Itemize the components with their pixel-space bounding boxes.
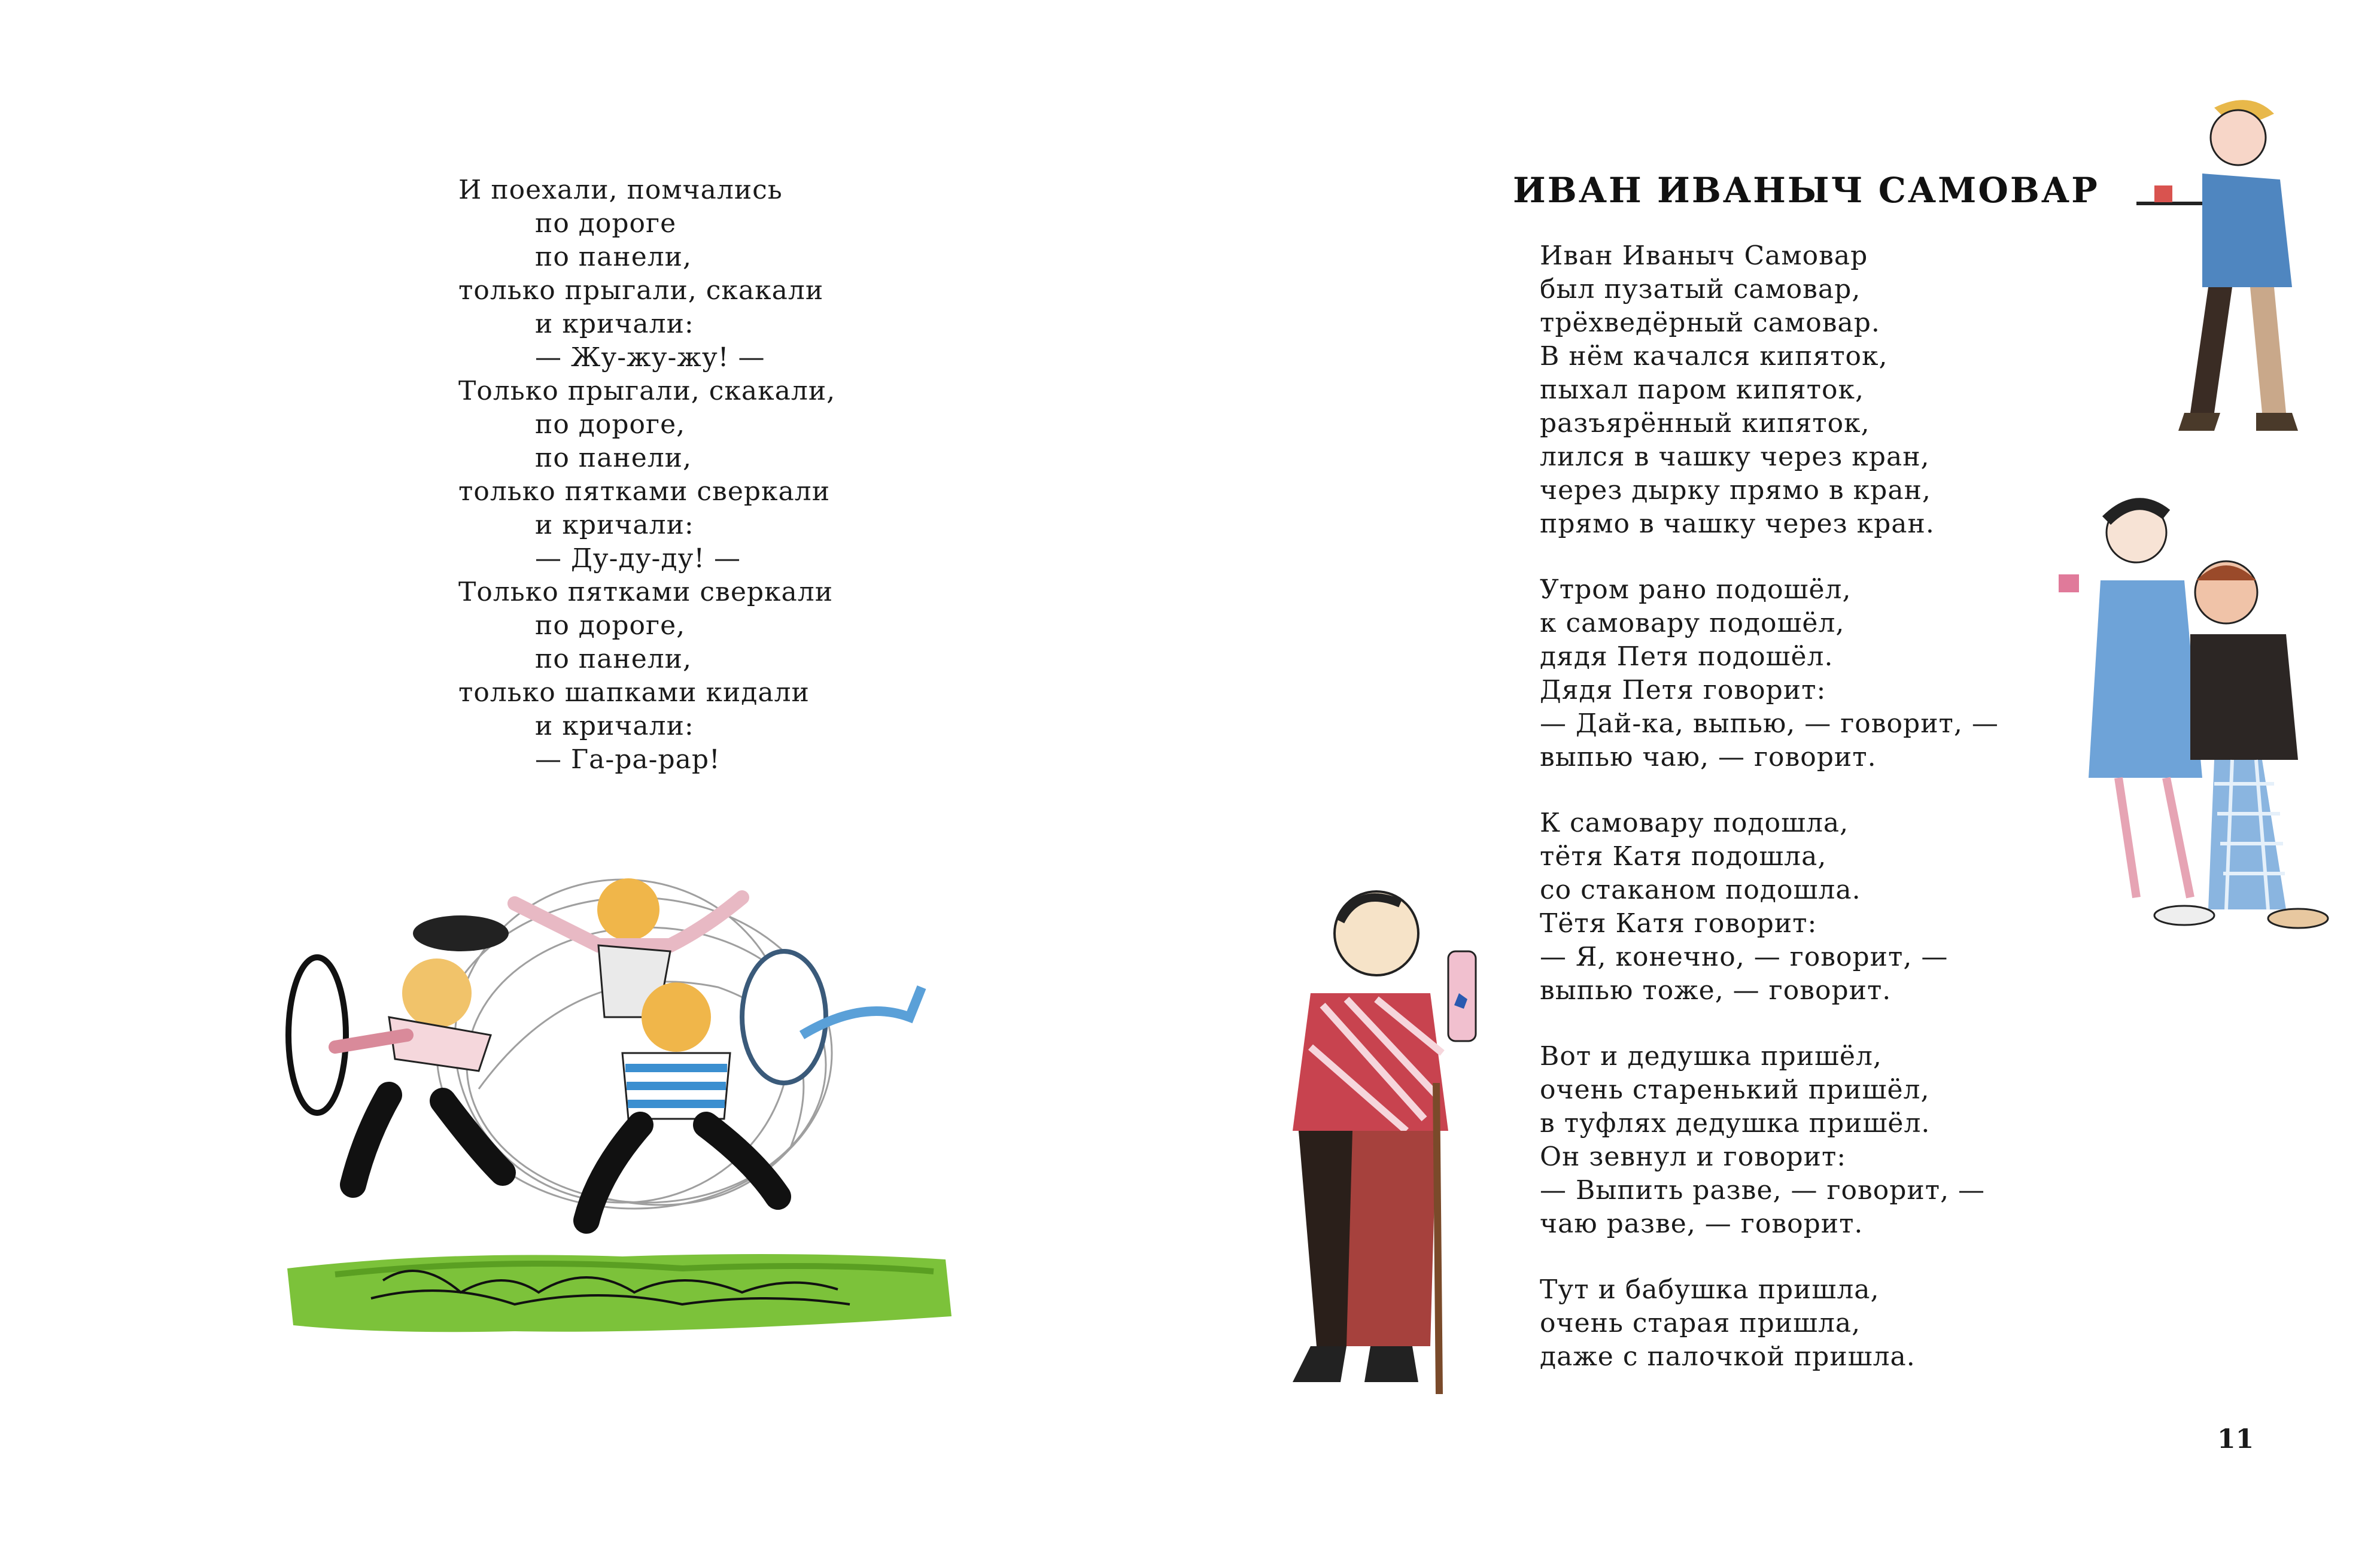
left-poem-line: по панели, xyxy=(535,443,692,473)
right-poem-line: прямо в чашку через кран. xyxy=(1540,509,1935,539)
right-poem-line: Вот и дедушка пришёл, xyxy=(1540,1041,1882,1072)
right-poem-line: пыхал паром кипяток, xyxy=(1540,375,1864,405)
left-poem-line: Только прыгали, скакали, xyxy=(458,376,836,406)
right-poem-line: разъярённый кипяток, xyxy=(1540,408,1870,439)
left-poem-line: только пятками сверкали xyxy=(458,476,831,507)
right-poem-line: тётя Катя подошла, xyxy=(1540,841,1827,872)
right-poem-stanza xyxy=(1540,1273,1999,1374)
right-poem-line: Он зевнул и говорит: xyxy=(1540,1142,1847,1172)
right-poem-line: — Дай-ка, выпью, — говорит, — xyxy=(1540,708,1999,739)
left-poem-line: — Ду-ду-ду! — xyxy=(535,543,741,574)
left-poem-line: и кричали: xyxy=(535,510,694,540)
left-poem-line: и кричали: xyxy=(535,309,694,339)
poem-title: ИВАН ИВАНЫЧ САМОВАР xyxy=(1513,170,2099,211)
waiter-with-tray-illustration xyxy=(2112,90,2340,461)
right-poem xyxy=(1540,239,1999,1406)
right-poem-line: трёхведёрный самовар. xyxy=(1540,308,1880,338)
left-poem-line: по панели, xyxy=(535,242,692,272)
right-poem-line: дядя Петя подошёл. xyxy=(1540,641,1834,672)
right-poem-line: даже с палочкой пришла. xyxy=(1540,1341,1916,1372)
left-poem-line: по дороге, xyxy=(535,409,686,440)
left-poem-line: по дороге, xyxy=(535,610,686,641)
right-poem-line: К самовару подошла, xyxy=(1540,808,1849,838)
right-poem-stanza xyxy=(1540,1040,1999,1241)
right-poem-line: в туфлях дедушка пришёл. xyxy=(1540,1108,1931,1139)
right-poem-stanza xyxy=(1540,239,1999,541)
right-poem-line: Тётя Катя говорит: xyxy=(1540,908,1817,939)
left-poem-line: по панели, xyxy=(535,644,692,674)
right-poem-line: Утром рано подошёл, xyxy=(1540,574,1852,605)
left-poem xyxy=(458,174,835,809)
left-poem-line: только прыгали, скакали xyxy=(458,275,824,306)
right-poem-line: Иван Иваныч Самовар xyxy=(1540,241,1868,271)
right-poem-line: очень старая пришла, xyxy=(1540,1308,1861,1338)
right-poem-line: к самовару подошёл, xyxy=(1540,608,1845,638)
page-number: 11 xyxy=(2217,1424,2254,1455)
left-poem-line: И поехали, помчались xyxy=(458,175,783,205)
grandpa-illustration xyxy=(1257,856,1484,1418)
right-poem-line: — Я, конечно, — говорит, — xyxy=(1540,942,1949,972)
right-poem-line: — Выпить разве, — говорит, — xyxy=(1540,1175,1986,1206)
right-poem-line: В нём качался кипяток, xyxy=(1540,341,1888,372)
right-poem-line: Дядя Петя говорит: xyxy=(1540,675,1826,705)
right-poem-line: через дырку прямо в кран, xyxy=(1540,475,1931,506)
left-poem-line: — Жу-жу-жу! — xyxy=(535,342,765,373)
running-boys-illustration xyxy=(263,838,981,1364)
left-poem-line: Только пятками сверкали xyxy=(458,577,834,607)
left-poem-line: — Га-ра-рар! xyxy=(535,744,721,775)
right-poem-line: выпью чаю, — говорит. xyxy=(1540,742,1877,772)
couple-with-cups-illustration xyxy=(2047,479,2334,933)
right-poem-stanza xyxy=(1540,573,1999,774)
right-poem-line: выпью тоже, — говорит. xyxy=(1540,975,1892,1006)
left-poem-line: и кричали: xyxy=(535,711,694,741)
right-poem-line: чаю разве, — говорит. xyxy=(1540,1209,1864,1239)
left-poem-line: по дороге xyxy=(535,208,677,239)
right-poem-line: был пузатый самовар, xyxy=(1540,274,1861,305)
right-poem-stanza xyxy=(1540,807,1999,1008)
right-poem-line: со стаканом подошла. xyxy=(1540,875,1861,905)
right-poem-line: Тут и бабушка пришла, xyxy=(1540,1274,1880,1305)
left-poem-stanza xyxy=(458,174,835,777)
right-poem-line: лился в чашку через кран, xyxy=(1540,442,1930,472)
left-poem-line: только шапками кидали xyxy=(458,677,810,708)
right-poem-line: очень старенький пришёл, xyxy=(1540,1075,1930,1105)
